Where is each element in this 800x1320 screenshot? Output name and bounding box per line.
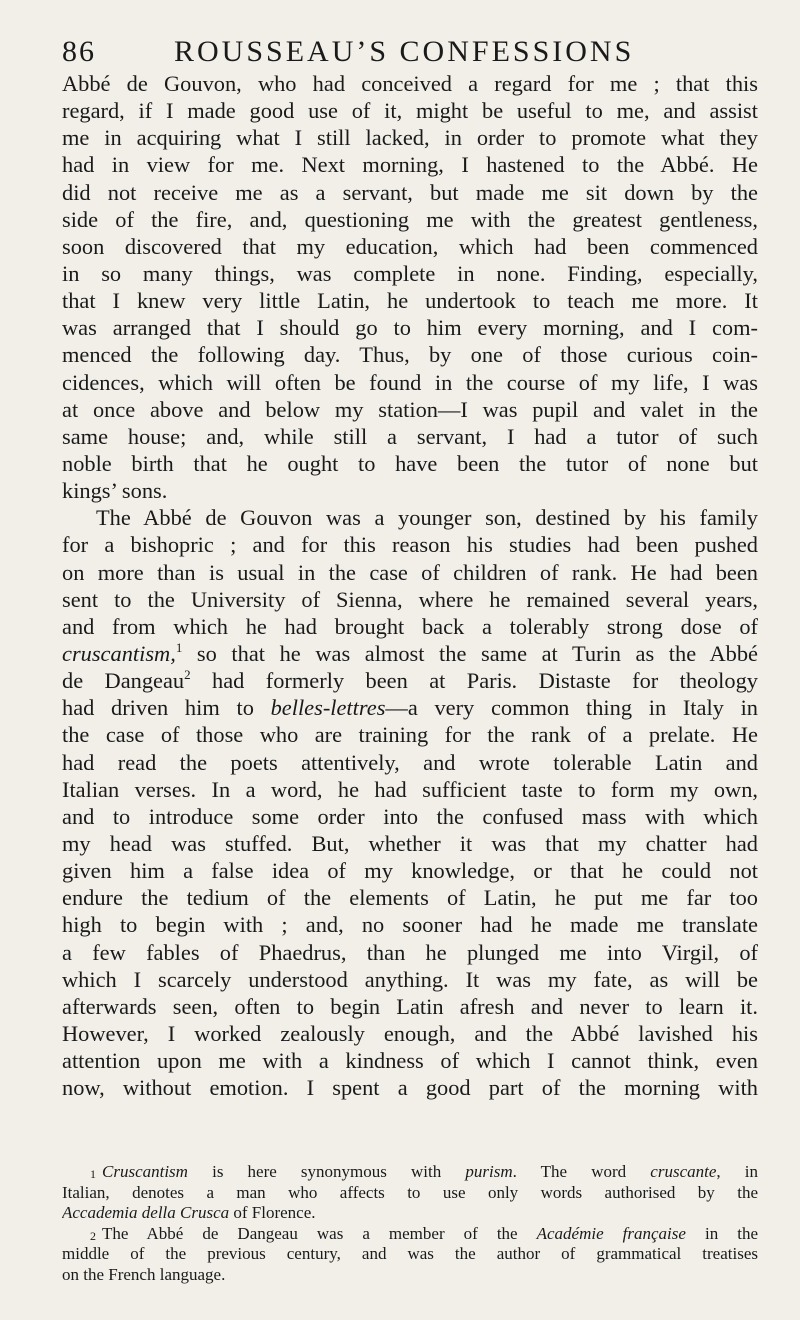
text-line: that I knew very little Latin, he undertook to teach me more. It <box>62 288 758 314</box>
footnote-line <box>62 1162 758 1183</box>
text-line: the case of those who are training for the rank of a prelate. He <box>62 722 758 748</box>
text-line: at once above and below my station—I was pupil and valet in the <box>62 396 758 422</box>
text-line <box>62 640 758 667</box>
text-span: The Abbé de Dangeau was a member of the <box>102 1223 537 1243</box>
text-line: me in acquiring what I still lacked, in order to promote what they <box>62 125 758 151</box>
footnote-line: middle of the previous century, and was the author of grammatical treatises <box>62 1244 758 1263</box>
text-line <box>62 667 758 694</box>
footnote-line <box>62 1224 758 1245</box>
footnote-number: 1 <box>90 1167 96 1181</box>
text-span: in the <box>685 1223 758 1243</box>
text-span: . The word <box>512 1162 651 1181</box>
text-line: on more than is usual in the case of children of rank. He had been <box>62 559 758 585</box>
italic-term: Académie française <box>536 1223 686 1243</box>
italic-term: purism <box>465 1162 513 1181</box>
text-span: de Dangeau <box>62 668 185 694</box>
text-line: my head was stuffed. But, whether it was that my chatter had <box>62 830 758 856</box>
text-span: had driven him to <box>62 695 271 721</box>
text-line: did not receive me as a servant, but made me sit down by the <box>62 179 758 205</box>
text-line: a few fables of Phaedrus, than he plunged me into Virgil, of <box>62 939 758 965</box>
text-line: same house; and, while still a servant, I had a tutor of such <box>62 423 758 449</box>
text-line: and to introduce some order into the confused mass with which <box>62 803 758 829</box>
text-line: high to begin with ; and, no sooner had he made me translate <box>62 912 758 938</box>
footnote-line: on the French language. <box>62 1264 226 1284</box>
running-title: ROUSSEAU’S CONFESSIONS <box>174 35 635 68</box>
text-line <box>62 694 758 721</box>
text-span: had formerly been at Paris. Distaste for theology <box>190 668 758 694</box>
body-text <box>62 70 758 1101</box>
page-number: 86 <box>62 35 96 68</box>
text-line: However, I worked zealously enough, and the Abbé lavished his <box>62 1020 758 1046</box>
text-line: which I scarcely understood anything. It was my fate, as will be <box>62 966 758 992</box>
text-span: , in <box>716 1162 758 1181</box>
text-line: had read the poets attentively, and wrote tolerable Latin and <box>62 749 758 775</box>
footnote-number: 2 <box>90 1228 96 1243</box>
text-line: noble birth that he ought to have been the tutor of none but <box>62 450 758 476</box>
italic-term: cruscantism, <box>62 640 176 666</box>
text-line: regard, if I made good use of it, might be useful to me, and assist <box>62 98 758 124</box>
text-line: and from which he had brought back a tolerably strong dose of <box>62 613 758 639</box>
text-line: in so many things, was complete in none. Finding, especially, <box>62 260 758 286</box>
text-line: cidences, which will often be found in the course of my life, I was <box>62 369 758 395</box>
text-line: had in view for me. Next morning, I hastened to the Abbé. He <box>62 152 758 178</box>
text-line: attention upon me with a kindness of which I cannot think, even <box>62 1048 758 1074</box>
text-line: for a bishopric ; and for this reason his studies had been pushed <box>62 532 758 558</box>
text-line: now, without emotion. I spent a good part of the morning with <box>62 1075 758 1101</box>
italic-term: Accademia della Crusca <box>62 1203 230 1222</box>
running-header <box>62 32 758 72</box>
italic-term: belles-lettres <box>270 695 386 721</box>
footnote-line: Italian, denotes a man who affects to use only words authorised by the <box>62 1182 758 1202</box>
text-line: Italian verses. In a word, he had sufficient taste to form my own, <box>62 776 758 802</box>
text-span: is here synonymous with <box>187 1162 466 1181</box>
text-span: of Florence. <box>229 1203 316 1222</box>
text-span: so that he was almost the same at Turin as the Abbé <box>182 640 758 666</box>
text-line: afterwards seen, often to begin Latin afresh and never to learn it. <box>62 993 758 1019</box>
italic-term: Cruscantism <box>102 1162 188 1181</box>
text-line: Abbé de Gouvon, who had conceived a regard for me ; that this <box>62 71 758 96</box>
footnote-line <box>62 1203 758 1224</box>
text-line: endure the tedium of the elements of Latin, he put me far too <box>62 885 758 911</box>
text-line: was arranged that I should go to him every morning, and I com- <box>62 315 758 341</box>
text-line: kings’ sons. <box>62 478 168 504</box>
footnote-ref: 1 <box>175 639 183 655</box>
text-line: given him a false idea of my knowledge, or that he could not <box>62 858 758 884</box>
text-line: side of the fire, and, questioning me with the greatest gentleness, <box>62 206 758 232</box>
text-line: sent to the University of Sienna, where he remained several years, <box>62 586 758 612</box>
text-line: menced the following day. Thus, by one of those curious coin- <box>62 342 758 368</box>
text-span: —a very common thing in Italy in <box>385 695 758 721</box>
footnotes <box>62 1162 758 1285</box>
text-line: soon discovered that my education, which had been commenced <box>62 233 758 259</box>
footnote-ref: 2 <box>184 667 191 683</box>
text-line: The Abbé de Gouvon was a younger son, destined by his family <box>96 505 758 531</box>
italic-term: cruscante <box>650 1162 717 1181</box>
